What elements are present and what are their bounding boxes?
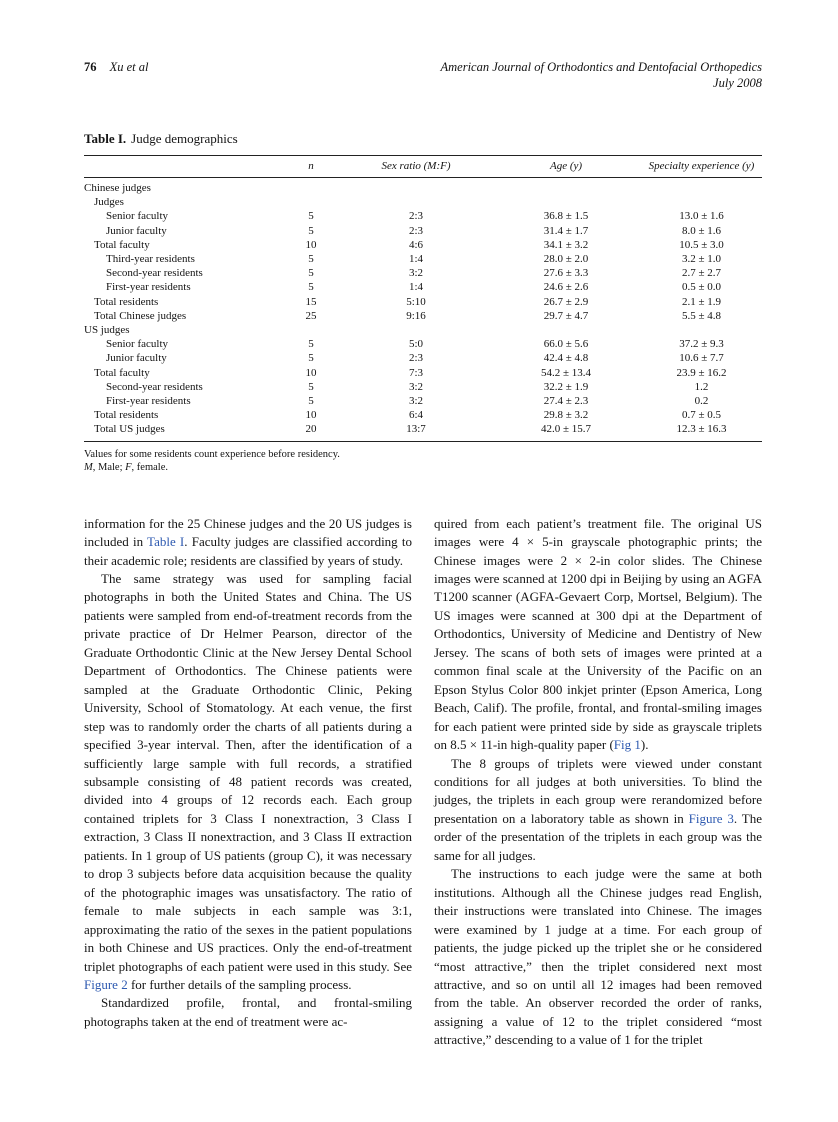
cell-value: 8.0 ± 1.6 — [681, 224, 722, 237]
cell-value: 5.5 ± 4.8 — [681, 309, 722, 322]
cell-value: 23.9 ± 16.2 — [676, 366, 727, 379]
table-row — [84, 238, 762, 252]
cell-value: 3:2 — [408, 380, 424, 393]
cell-value: 5 — [308, 267, 314, 280]
cell-value: 31.4 ± 1.7 — [543, 224, 589, 237]
cell-value — [641, 323, 762, 337]
cell-value: 10.5 ± 3.0 — [679, 238, 724, 251]
cell-value: 10 — [305, 238, 317, 251]
row-label: First-year residents — [106, 281, 191, 294]
cell-value: 42.4 ± 4.8 — [543, 352, 589, 365]
running-head-right — [441, 60, 763, 91]
cell-value: 9:16 — [406, 309, 426, 322]
cross-reference-link[interactable]: Figure 2 — [84, 976, 128, 992]
table-row — [84, 295, 762, 309]
table-footnotes — [84, 448, 762, 475]
cell-value: 5 — [308, 253, 314, 266]
judge-demographics-table — [84, 155, 762, 442]
cell-value: 32.2 ± 1.9 — [543, 380, 589, 393]
cell-value — [491, 323, 641, 337]
cell-value — [341, 178, 491, 196]
row-label: Senior faculty — [106, 338, 169, 351]
cell-value: 15 — [305, 295, 317, 308]
cell-value: 2:3 — [408, 352, 424, 365]
table-row — [84, 252, 762, 266]
cell-value — [641, 178, 762, 196]
cell-value: 2.1 ± 1.9 — [681, 295, 722, 308]
body-column-left — [84, 515, 412, 1050]
cell-value: 25 — [305, 309, 317, 322]
table-body — [84, 178, 762, 442]
row-label: First-year residents — [106, 395, 191, 408]
cell-value: 34.1 ± 3.2 — [543, 238, 589, 251]
cross-reference-link[interactable]: Table I — [147, 534, 185, 550]
table-column-header: Sex ratio (M:F) — [341, 156, 491, 178]
row-label: Judges — [94, 196, 124, 209]
cell-value: 27.4 ± 2.3 — [543, 395, 589, 408]
italic-text: F — [125, 462, 132, 474]
table-column-header: n — [281, 156, 341, 178]
cell-value: 37.2 ± 9.3 — [679, 338, 724, 351]
table-column-header: Age (y) — [491, 156, 641, 178]
cell-value: 10.6 ± 7.7 — [679, 352, 724, 365]
cell-value: 5 — [308, 352, 314, 365]
cell-value: 24.6 ± 2.6 — [543, 281, 589, 294]
paragraph: information for the 25 Chinese judges and the 20 US judges is included in Table I. Faculty judges are classified according to their academic role; residents are classified by years of study. — [84, 515, 412, 568]
row-label: Total faculty — [94, 238, 150, 251]
table-row — [84, 280, 762, 294]
cell-value: 26.7 ± 2.9 — [543, 295, 589, 308]
cell-value: 28.0 ± 2.0 — [543, 253, 589, 266]
table-row — [84, 337, 762, 351]
table-row — [84, 195, 762, 209]
table-head — [84, 156, 762, 178]
issue-date: July 2008 — [713, 75, 762, 90]
row-label: Total Chinese judges — [94, 309, 187, 322]
page-header — [84, 60, 762, 91]
table-row — [84, 394, 762, 408]
table-column-header — [84, 156, 281, 178]
row-label: Total residents — [94, 409, 159, 422]
paragraph: Standardized profile, frontal, and frontal-smiling photographs taken at the end of treatment were ac- — [84, 995, 412, 1029]
cell-value: 0.2 — [694, 395, 709, 408]
row-label: Senior faculty — [106, 210, 169, 223]
cell-value: 2.7 ± 2.7 — [681, 267, 722, 280]
table-row — [84, 224, 762, 238]
row-label: Junior faculty — [106, 224, 167, 237]
journal-name: American Journal of Orthodontics and Dentofacial Orthopedics — [440, 60, 762, 74]
cross-reference-link[interactable]: Fig 1 — [613, 737, 641, 753]
paragraph: The 8 groups of triplets were viewed under constant conditions for all judges at both universities. To blind the judges, the triplets in each group were rerandomized before presentation on a laboratory table as shown in Figure 3. The order of the presentation of the triplets in each group was the same for all judges. — [434, 755, 762, 863]
row-label: Total faculty — [94, 366, 150, 379]
cell-value: 42.0 ± 15.7 — [540, 423, 592, 436]
cell-value: 5 — [308, 210, 314, 223]
table-footnote: M, Male; F, female. — [84, 462, 168, 474]
table-row — [84, 380, 762, 394]
cell-value: 5:0 — [408, 338, 424, 351]
table-row — [84, 366, 762, 380]
cell-value: 4:6 — [408, 238, 424, 251]
cell-value: 1:4 — [408, 281, 424, 294]
row-label: Second-year residents — [106, 380, 203, 393]
table-row — [84, 266, 762, 280]
cell-value: 0.7 ± 0.5 — [681, 409, 722, 422]
table-row — [84, 209, 762, 223]
cell-value — [491, 178, 641, 196]
cell-value: 13.0 ± 1.6 — [679, 210, 724, 223]
cell-value: 66.0 ± 5.6 — [543, 338, 589, 351]
paragraph: quired from each patient’s treatment file. The original US images were 4 × 5-in grayscale photographic prints; the Chinese images were 2 × 2-in color slides. The Chinese images were scanned at 1200 dpi in Beijing by using an AGFA T1200 scanner (AGFA-Gevaert Corp, Mortsel, Belgium). The US images were scanned at 300 dpi at the Department of Orthodontics, University of Medicine and Dentistry of New Jersey. The scans of both sets of images were printed at a common final scale at the University of the Pacific on an Epson Stylus Color 800 inkjet printer (Epson America, Long Beach, Calif). The profile, frontal, and frontal-smiling images for each patient were printed side by side as grayscale triplets on 8.5 × 11-in high-quality paper (Fig 1). — [434, 515, 762, 753]
cell-value: 6:4 — [408, 409, 424, 422]
cell-value: 20 — [305, 423, 317, 436]
paragraph: The same strategy was used for sampling facial photographs in both the United States and China. The US patients were sampled from end-of-treatment records from the private practice of Dr Helmer Pearson, director of the Graduate Orthodontic Clinic at the New Jersey Dental School Department of Orthodontics. The Chinese patients were sampled at the Graduate Orthodontic Clinic, Peking University, School of Stomatology. At each venue, the first step was to randomly order the charts of all patients during a specified 3-year interval. Then, after the identification of a sufficiently large sample with full records, a stratified subsample consisting of 48 patient records was created, divided into 4 groups of 12 records each. Each group contained triplets for 3 Class I nonextraction, 3 Class I extraction, 3 Class II nonextraction, and 3 Class II extraction patients. In 1 group of US patients (group C), it was necessary to drop 3 subjects before data acquisition because the quality of the photographic images was unsatisfactory. The ratio of female to male subjects in each sample was 3:1, approximating the ratio of the sexes in the patient populations in both Chinese and US practices. Only the end-of-treatment triplet photographs of each patient were used in this study. See Figure 2 for further details of the sampling process. — [84, 571, 412, 992]
cell-value: 29.8 ± 3.2 — [543, 409, 589, 422]
cell-value: 2:3 — [408, 224, 424, 237]
table-caption-title: Judge demographics — [131, 131, 238, 146]
cell-value — [491, 195, 641, 209]
cell-value: 10 — [305, 366, 317, 379]
cell-value — [281, 178, 341, 196]
cell-value — [341, 323, 491, 337]
cell-value: 5 — [308, 338, 314, 351]
table-row — [84, 178, 762, 196]
cell-value: 1.2 — [694, 380, 709, 393]
italic-text: M — [84, 462, 93, 474]
row-label: Junior faculty — [106, 352, 167, 365]
cell-value: 27.6 ± 3.3 — [543, 267, 589, 280]
cell-value: 29.7 ± 4.7 — [543, 309, 589, 322]
table-row — [84, 422, 762, 441]
article-body — [84, 515, 762, 1050]
running-authors: Xu et al — [109, 60, 149, 74]
table-section — [84, 131, 762, 475]
row-label: Total residents — [94, 295, 159, 308]
page-number: 76 — [84, 60, 97, 74]
running-head-left — [84, 60, 149, 76]
cell-value: 36.8 ± 1.5 — [543, 210, 589, 223]
cell-value — [641, 195, 762, 209]
table-column-header: Specialty experience (y) — [641, 156, 762, 178]
cell-value: 0.5 ± 0.0 — [681, 281, 722, 294]
paragraph: The instructions to each judge were the same at both institutions. Although all the Chinese judges read English, their instructions were translated into Chinese. The images were examined by 1 judge at a time. For each group of patients, the judge picked up the triplet she or he considered “most attractive,” then the triplet considered next most attractive, and so on until all 12 images had been removed from the table. An observer recorded the order of ranks, assigning a value of 12 to the triplet considered “most attractive,” descending to a value of 1 for the triplet — [434, 866, 762, 1048]
row-label: Third-year residents — [106, 253, 195, 266]
cell-value: 5 — [308, 281, 314, 294]
cross-reference-link[interactable]: Figure 3 — [688, 810, 734, 826]
cell-value: 3:2 — [408, 267, 424, 280]
cell-value: 3:2 — [408, 395, 424, 408]
table-footnote: Values for some residents count experience before residency. — [84, 448, 340, 460]
cell-value: 2:3 — [408, 210, 424, 223]
cell-value: 1:4 — [408, 253, 424, 266]
table-row — [84, 351, 762, 365]
cell-value: 5:10 — [406, 295, 426, 308]
body-column-right — [434, 515, 762, 1050]
row-label: Chinese judges — [84, 182, 151, 194]
table-caption-label: Table I. — [84, 131, 127, 146]
table-row — [84, 309, 762, 323]
cell-value — [281, 323, 341, 337]
cell-value: 54.2 ± 13.4 — [540, 366, 592, 379]
cell-value: 5 — [308, 380, 314, 393]
table-caption — [84, 131, 762, 147]
cell-value: 10 — [305, 409, 317, 422]
cell-value: 5 — [308, 224, 314, 237]
cell-value — [341, 195, 491, 209]
cell-value: 3.2 ± 1.0 — [681, 253, 722, 266]
table-row — [84, 323, 762, 337]
cell-value: 12.3 ± 16.3 — [676, 423, 727, 436]
cell-value — [281, 195, 341, 209]
row-label: Second-year residents — [106, 267, 203, 280]
cell-value: 7:3 — [408, 366, 424, 379]
cell-value: 5 — [308, 395, 314, 408]
row-label: Total US judges — [94, 423, 165, 436]
table-header-row — [84, 156, 762, 178]
table-row — [84, 408, 762, 422]
cell-value: 13:7 — [406, 423, 426, 436]
row-label: US judges — [84, 324, 130, 337]
